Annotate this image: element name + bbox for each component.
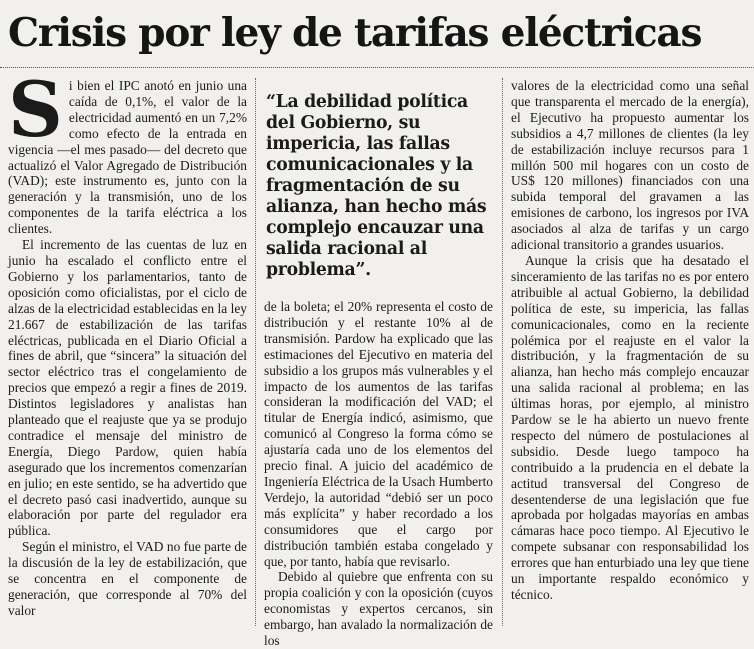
column-separator	[502, 78, 503, 626]
paragraph-2: El incremento de las cuentas de luz en junio ha escalado el conflicto entre el Gobierno y los parlamentarios, tanto de oposición como oficialistas, por el ciclo de alzas de la electricidad establecidas en la ley 21.667 de estabilización de las tarifas eléctricas, publicada en el Diario Oficial a fines de abril, que “sincera” la situación del sector eléctrico tras el congelamiento de precios que empezó a regir a fines de 2019. Distintos legisladores y analistas han planteado que el reajuste que ya se produjo contradice el mensaje del ministro de Energía, Diego Pardow, quien había asegurado que los incrementos comenzarían en julio; en este sentido, se ha advertido que el decreto pasó casi inadvertido, aunque su elaboración por parte del regulador era pública.	[8, 237, 247, 539]
drop-cap: S	[8, 65, 63, 154]
paragraph-6: valores de la electricidad como una señal que transparenta el mercado de la energía), el Ejecutivo ha propuesto aumentar los subsidios a 4,7 millones de clientes (la ley de estabilización incluye recursos para 1 millón 500 mil hogares con un costo de US$ 120 millones) financiados con una subida temporal del gravamen a las emisiones de carbono, los ingresos por IVA asociados al alza de tarifas y un cargo adicional transitorio a grandes usuarios.	[511, 78, 749, 253]
paragraph-3: Según el ministro, el VAD no fue parte de la discusión de la ley de estabilización, que se concentra en el componente de generación, que corresponde al 70% del valor	[8, 539, 247, 618]
article-column-3	[511, 78, 749, 626]
paragraph-4: de la boleta; el 20% representa el costo de distribución y el restante 10% al de transmisión. Pardow ha explicado que las estimaciones del Ejecutivo en materia del subsidio a los grupos más vulnerables y el impacto de los aumentos de las tarifas consideran la modificación del VAD; el titular de Energía indicó, asimismo, que comunicó al Congreso la forma cómo se ajustaría cada uno de los elementos del precio final. A juicio del académico de Ingeniería Eléctrica de la Usach Humberto Verdejo, la autoridad “debió ser un poco más explícita” y haber recordado a los consumidores que el cargo por distribución también estaba congelado y que, por tanto, había que revisarlo.	[264, 299, 493, 569]
article-column-1	[8, 65, 247, 626]
column-separator	[255, 78, 256, 626]
paragraph-1	[8, 65, 247, 237]
paragraph-1-text: i bien el IPC anotó en junio una caída de 0,1%, el valor de la electricidad aumentó en un 7,2% como efecto de la entrada en vigencia —el mes pasado— del decreto que actualizó el Valor Agregado de Distribución (VAD); este instrumento es, junto con la generación y la transmisión, uno de los componentes de la tarifa eléctrica a los clientes.	[8, 78, 247, 237]
paragraph-5: Debido al quiebre que enfrenta con su propia coalición y con la oposición (cuyos economistas y expertos cercanos, sin embargo, han avalado la normalización de los	[264, 569, 493, 649]
headline: Crisis por ley de tarifas eléctricas	[8, 10, 702, 56]
headline-rule	[0, 67, 754, 68]
article-column-2	[264, 78, 493, 649]
paragraph-7: Aunque la crisis que ha desatado el sinceramiento de las tarifas no es por entero atribuible al actual Gobierno, la debilidad política de este, su impericia, las fallas comunicacionales, como en la reciente polémica por el reajuste en el valor la distribución, y la fragmentación de su alianza, han hecho más complejo encauzar una salida racional al problema; en las últimas horas, por ejemplo, al ministro Pardow se le ha abierto un nuevo frente respecto del número de postulaciones al subsidio. Desde luego tampoco ha contribuido a la prudencia en el debate la actitud transversal del Congreso de desentenderse de una legislación que fue aprobada por holgadas mayorías en ambas cámaras hace poco tiempo. Al Ejecutivo le compete subsanar con responsabilidad los errores que han enturbiado una ley que tiene un importante respaldo económico y técnico.	[511, 252, 749, 602]
pull-quote: “La debilidad política del Gobierno, su impericia, las fallas comunicacionales y la fragmentación de su alianza, han hecho más complejo encauzar una salida racional al problema”.	[266, 92, 487, 280]
